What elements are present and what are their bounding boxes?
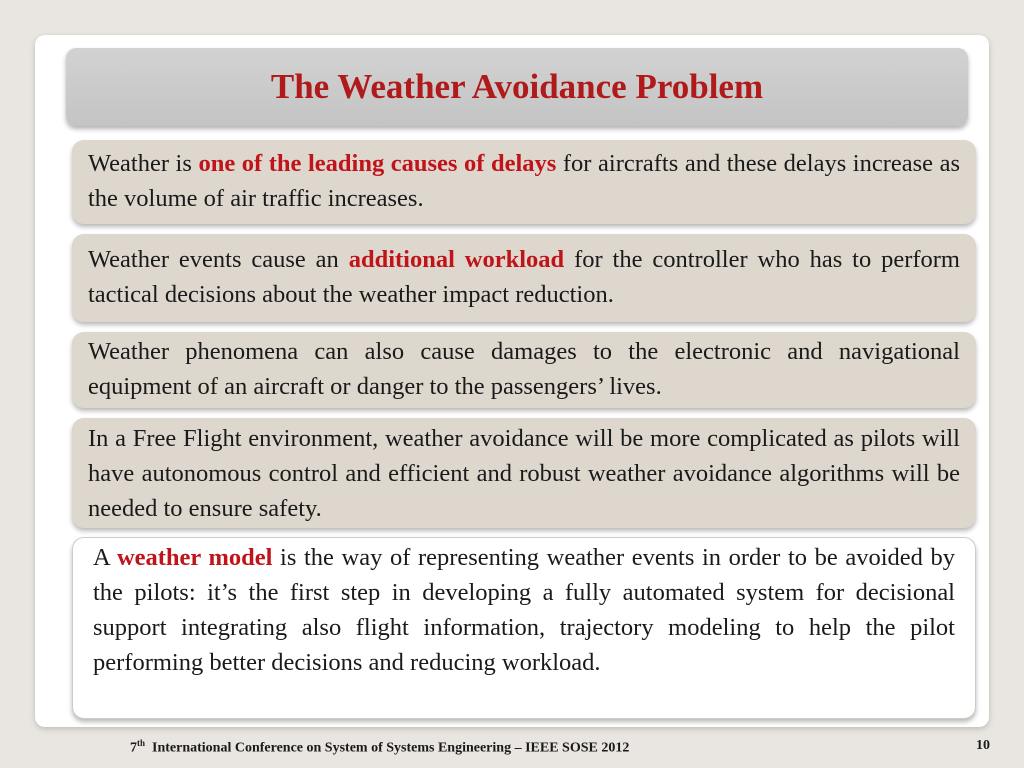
box-text: In a Free Flight environment, weather avoidance will be more complicated as pilots will have autonomous control and efficient and robust weather avoidance algorithms will be needed to ensure safety. bbox=[88, 425, 960, 522]
text-box-free-flight bbox=[72, 418, 976, 528]
slide-title: The Weather Avoidance Problem bbox=[270, 67, 764, 106]
footer bbox=[0, 736, 1024, 760]
box-highlight: weather model bbox=[116, 544, 273, 571]
page-number: 10 bbox=[976, 738, 990, 753]
box-text: for aircrafts and these delays increase as the volume of air traffic increases. bbox=[88, 150, 961, 212]
box-text: A bbox=[93, 544, 117, 571]
conference-name bbox=[130, 738, 629, 757]
box-text: is the way of representing weather events in order to be avoided by the pilots: it’s the first step in developing a fully automated system for decisional support integrating also flight information, trajectory modeling to help the pilot performing better decisions and reducing workload. bbox=[93, 544, 955, 676]
text-box-delays bbox=[72, 140, 976, 224]
box-text: Weather is bbox=[88, 150, 199, 177]
text-box-weather-model bbox=[72, 537, 976, 719]
conference-text: International Conference on System of Systems Engineering – IEEE SOSE 2012 bbox=[152, 740, 630, 756]
box-highlight: one of the leading causes of delays bbox=[198, 150, 557, 177]
box-highlight: additional workload bbox=[348, 246, 565, 273]
box-text: for the controller who has to perform tactical decisions about the weather impact reduction. bbox=[88, 246, 960, 308]
text-box-damages bbox=[72, 332, 976, 408]
ordinal-number: 7 bbox=[130, 740, 137, 756]
box-text: Weather events cause an bbox=[88, 246, 349, 273]
box-text: Weather phenomena can also cause damages to the electronic and navigational equipment of an aircraft or danger to the passengers’ lives. bbox=[88, 338, 960, 400]
ordinal-suffix: th bbox=[137, 738, 146, 748]
title-bar bbox=[66, 48, 968, 126]
text-box-workload bbox=[72, 234, 976, 322]
